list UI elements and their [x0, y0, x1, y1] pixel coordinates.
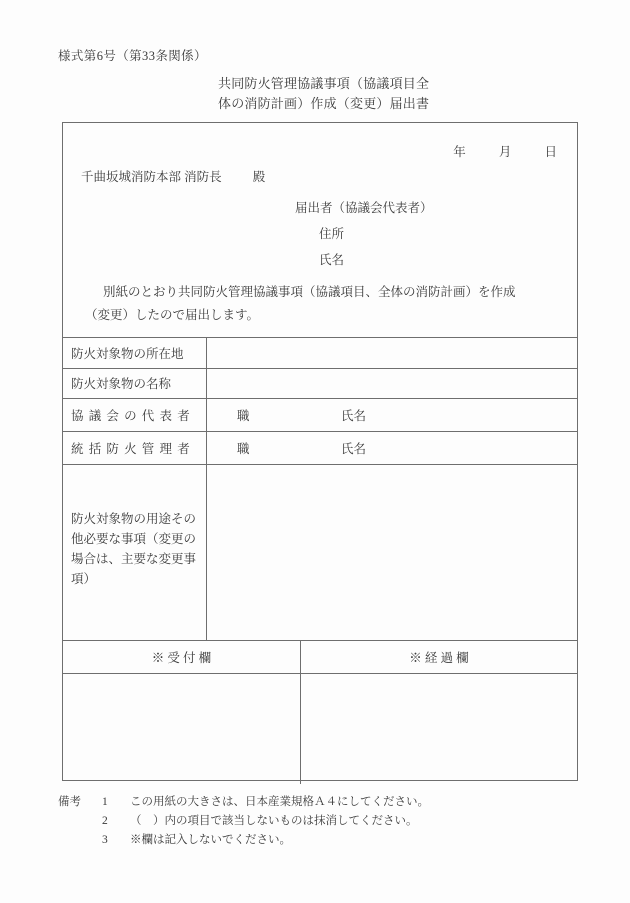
notes-label-spacer	[58, 831, 102, 850]
row-value-usage-and-notes[interactable]	[207, 465, 577, 640]
table-row-building-name	[63, 369, 577, 400]
note-text-2: （ ）内の項目で該当しないものは抹消してください。	[130, 815, 418, 827]
addressee-name: 千曲坂城消防本部 消防長	[81, 170, 222, 184]
row-value-general-fire-manager[interactable]	[207, 432, 577, 464]
table-row-general-fire-manager	[63, 432, 577, 465]
table-row-location	[63, 338, 577, 369]
addressee-line	[81, 167, 265, 185]
submitter-address-label: 住所	[319, 227, 345, 241]
note-item	[58, 812, 429, 831]
usage-label-line-2: 他必要な事項（変更の	[71, 532, 197, 546]
table-row-council-representative	[63, 399, 577, 432]
progress-column-header: ※ 経 過 欄	[409, 651, 469, 665]
council-representative-job-label: 職	[237, 409, 250, 423]
usage-label-line-3: 場合は、主要な変更事	[71, 552, 197, 566]
note-text-1: この用紙の大きさは、日本産業規格Ａ４にしてください。	[130, 796, 429, 808]
statement-text	[85, 281, 557, 327]
document-title	[218, 74, 478, 114]
table-row-official-use-body	[63, 674, 577, 784]
general-fire-manager-name-label: 氏名	[341, 442, 367, 456]
form-rows	[63, 337, 577, 784]
row-value-building-name[interactable]	[207, 369, 577, 399]
form-frame	[62, 122, 578, 781]
note-number-1: 1	[102, 796, 108, 808]
date-year-label: 年	[453, 145, 466, 159]
usage-label-line-4: 項）	[71, 572, 97, 586]
note-number-2: 2	[102, 815, 108, 827]
row-label-general-fire-manager: 統括防火管理者	[63, 432, 207, 464]
general-fire-manager-job-label: 職	[237, 442, 250, 456]
note-number-3: 3	[102, 834, 108, 846]
row-label-building-name: 防火対象物の名称	[63, 369, 207, 399]
progress-column-body[interactable]	[301, 674, 577, 784]
row-value-council-representative[interactable]	[207, 399, 577, 431]
date-day-label: 日	[544, 145, 557, 159]
document-title-line-1: 共同防火管理協議事項（協議項目全	[218, 76, 430, 91]
date-month-label: 月	[498, 145, 512, 159]
receipt-column-body[interactable]	[63, 674, 301, 784]
note-text-3: ※欄は記入しないでください。	[130, 834, 291, 846]
usage-label-line-1: 防火対象物の用途その	[71, 512, 197, 526]
date-line	[453, 142, 557, 160]
row-value-location[interactable]	[207, 338, 577, 368]
notes-label-spacer	[58, 812, 102, 831]
note-item	[58, 831, 429, 850]
row-label-usage-and-notes	[63, 465, 207, 640]
note-item	[58, 793, 429, 812]
submitter-name-label: 氏名	[319, 253, 345, 267]
footer-notes	[58, 793, 429, 850]
form-header-region	[63, 123, 577, 337]
receipt-column-header: ※ 受 付 欄	[63, 641, 301, 673]
council-representative-name-label: 氏名	[341, 409, 367, 423]
document-title-line-2: 体の消防計画）作成（変更）届出書	[218, 96, 430, 111]
form-number: 様式第6号（第33条関係）	[58, 49, 207, 63]
row-label-location: 防火対象物の所在地	[63, 338, 207, 368]
statement-line-1: 別紙のとおり共同防火管理協議事項（協議項目、全体の消防計画）を作成	[103, 285, 516, 299]
notes-label: 備考	[58, 796, 81, 808]
table-row-usage-and-notes	[63, 465, 577, 641]
addressee-honorific: 殿	[252, 170, 266, 184]
row-label-council-representative: 協議会の代表者	[63, 399, 207, 431]
submitter-label: 届出者（協議会代表者）	[295, 201, 433, 215]
submitter-block	[295, 195, 433, 273]
table-row-official-use-headers	[63, 641, 577, 674]
statement-line-2: （変更）したので届出します。	[85, 308, 260, 322]
